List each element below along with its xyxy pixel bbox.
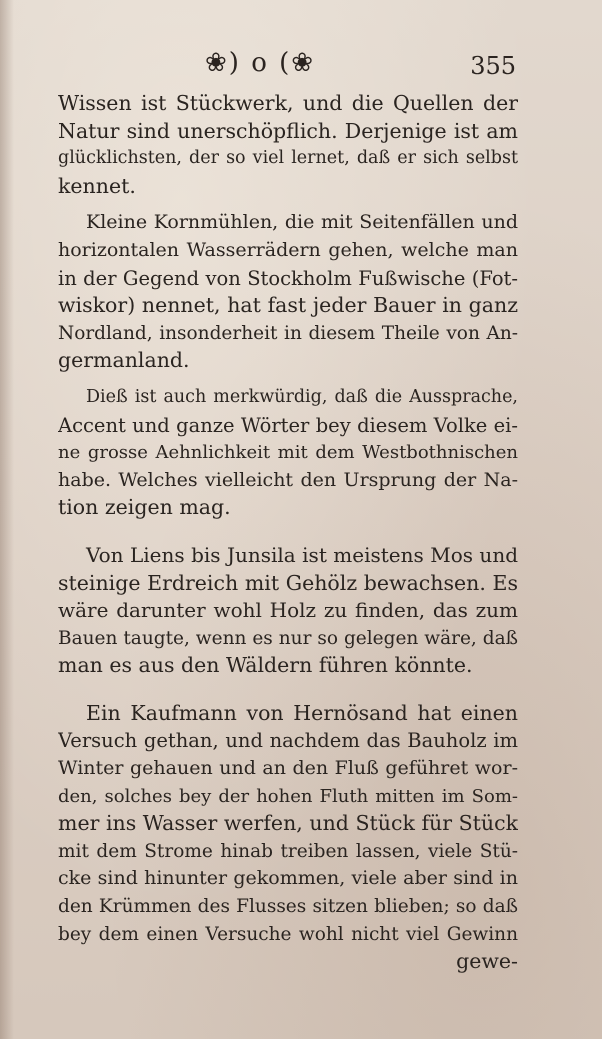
text-line: wiskor) nennet, hat fast jeder Bauer in ganz — [58, 293, 518, 318]
text-line: steinige Erdreich mit Gehölz bewachsen. Es — [58, 570, 518, 595]
text-line: Kleine Kornmühlen, die mit Seitenfällen und — [86, 211, 518, 234]
text-line: tion zeigen mag. — [58, 495, 231, 520]
body-text — [58, 90, 518, 976]
text-line: Winter gehauen und an den Fluß geführet wor- — [58, 757, 518, 780]
paragraph — [58, 542, 518, 680]
text-line: mit dem Strome hinab treiben lassen, viele Stü- — [58, 840, 518, 862]
text-line: den Krümmen des Flusses sitzen blieben; so daß — [58, 896, 518, 918]
text-line: Natur sind unerschöpflich. Derjenige ist am — [58, 118, 518, 143]
text-line: horizontalen Wasserrädern gehen, welche man — [58, 238, 518, 261]
text-line: Accent und ganze Wörter bey diesem Volke ei- — [58, 413, 518, 437]
page-number: 355 — [470, 52, 516, 80]
text-line: man es aus den Wäldern führen könnte. — [58, 653, 473, 678]
text-line: in der Gegend von Stockholm Fußwische (Fot- — [58, 266, 518, 290]
text-line: Versuch gethan, und nachdem das Bauholz im — [58, 729, 518, 753]
page-header — [0, 42, 602, 82]
text-line: Nordland, insonderheit in diesem Theile von An- — [58, 322, 518, 344]
text-line: kennet. — [58, 173, 136, 198]
text-line: Dieß ist auch merkwürdig, daß die Aussprache, — [86, 386, 518, 407]
text-line: Von Liens bis Junsila ist meistens Mos und — [86, 542, 518, 567]
text-line: habe. Welches vielleicht den Ursprung der Na- — [58, 468, 518, 491]
paragraph — [58, 209, 518, 375]
paragraph — [58, 700, 518, 948]
text-line: Ein Kaufmann von Hernösand hat einen — [86, 700, 518, 725]
header-ornament: ❀) o (❀ — [205, 48, 316, 78]
text-line: den, solches bey der hohen Fluth mitten im Som- — [58, 785, 518, 807]
text-line: glücklichsten, der so viel lernet, daß er sich selbst — [58, 148, 518, 169]
text-line: bey dem einen Versuche wohl nicht viel Gewinn — [58, 923, 518, 945]
catchword: gewe- — [456, 949, 518, 974]
text-line: mer ins Wasser werfen, und Stück für Stück — [58, 811, 518, 836]
text-line: wäre darunter wohl Holz zu finden, das zum — [58, 598, 518, 623]
text-line: germanland. — [58, 348, 190, 373]
paragraph — [58, 384, 518, 522]
text-line: ne grosse Aehnlichkeit mit dem Westbothnischen — [58, 442, 518, 464]
text-line: Bauen taugte, wenn es nur so gelegen wäre, daß — [58, 627, 518, 649]
text-line: cke sind hinunter gekommen, viele aber sind in — [58, 867, 518, 890]
text-line: Wissen ist Stückwerk, und die Quellen der — [58, 91, 518, 115]
paragraph — [58, 90, 518, 200]
